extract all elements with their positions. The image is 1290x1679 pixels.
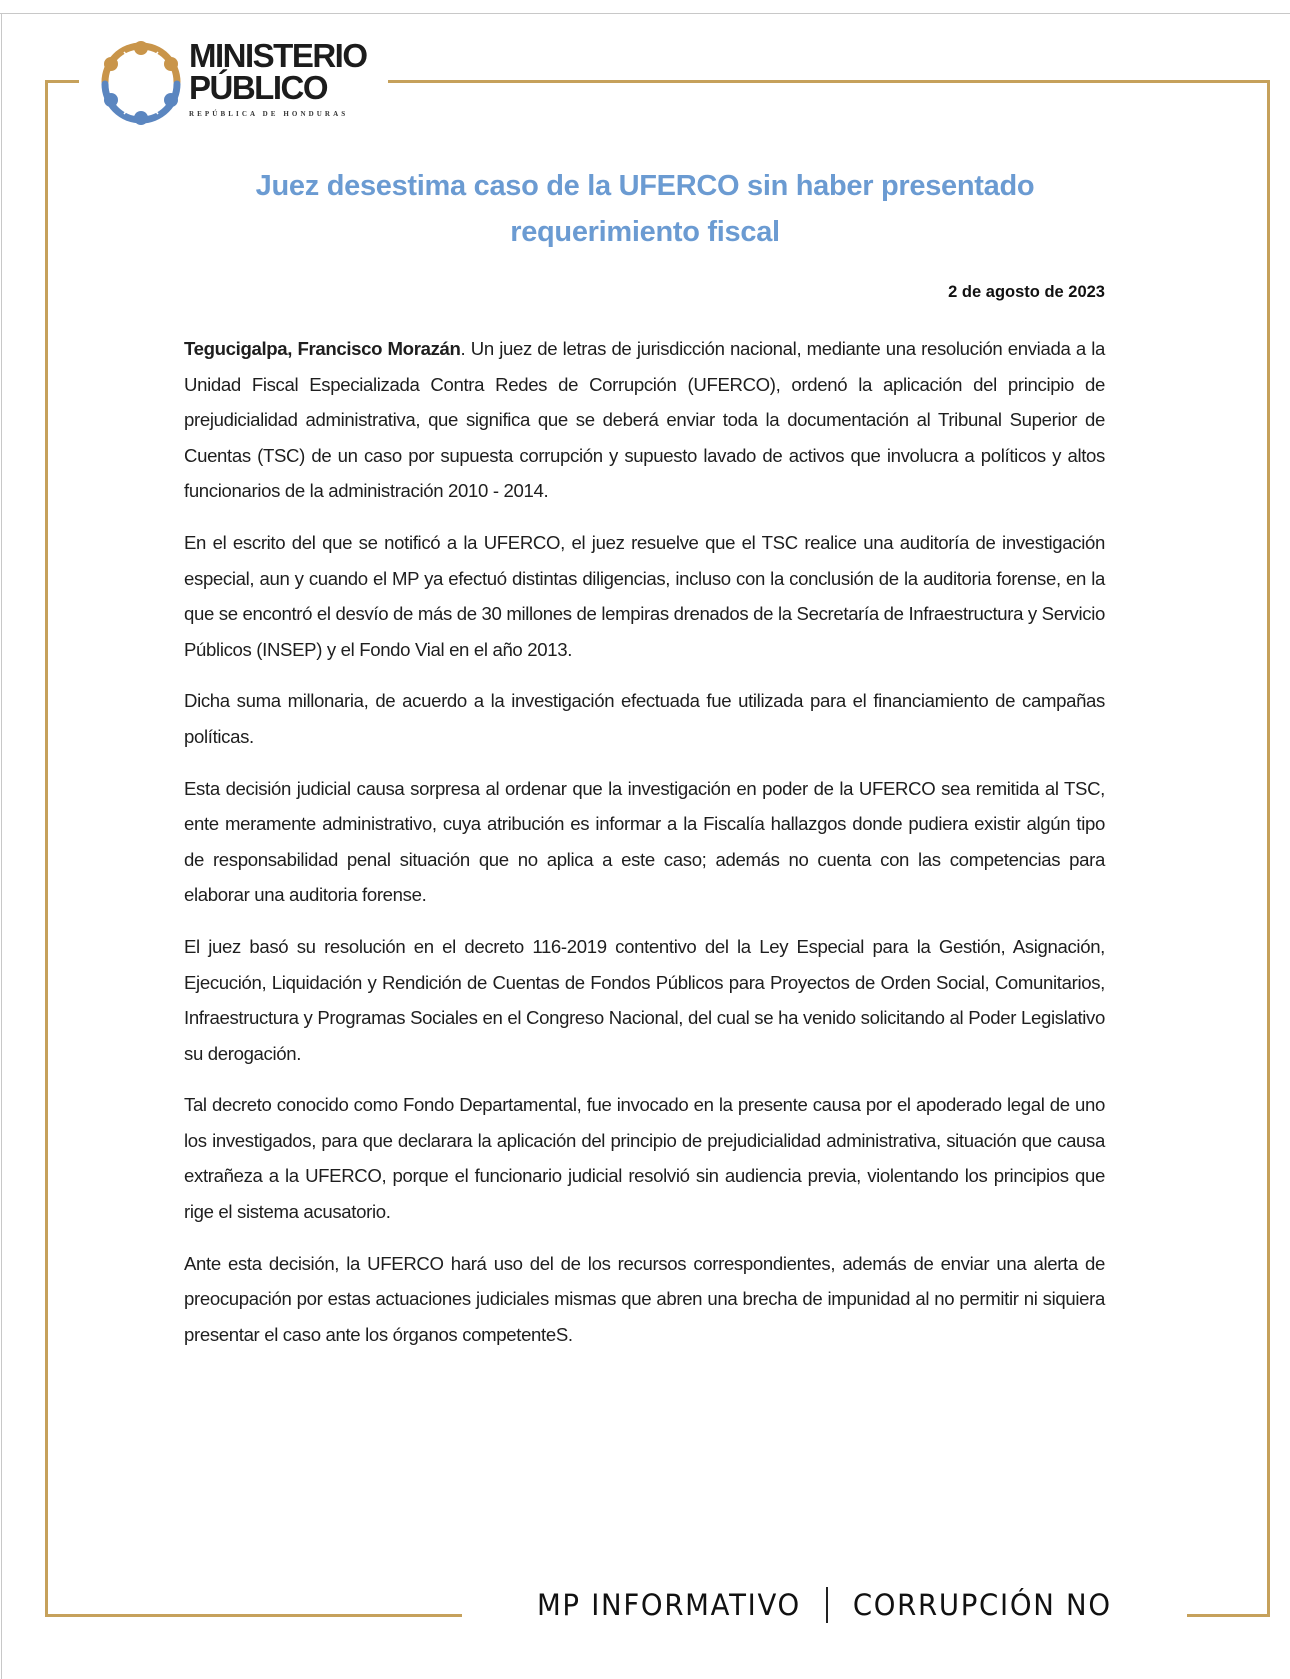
article-body [184,331,1105,1368]
frame-right-border [1267,80,1270,1617]
paragraph-1-text: . Un juez de letras de jurisdicción nacional, mediante una resolución enviada a la Unidad Fiscal Especializada Contra Redes de Corrupción (UFERCO), ordenó la aplicación del principio de prejudicialidad administrativa, que significa que se deberá enviar toda la documentación al Tribunal Superior de Cuentas (TSC) de un caso por supuesta corrupción y supuesto lavado de activos que involucra a políticos y altos funcionarios de la administración 2010 - 2014. [184,338,1105,502]
footer-mp-informativo: MP INFORMATIVO [537,1588,802,1622]
page-edge-left [1,13,2,1679]
page-edge-top [0,13,1290,14]
paragraph-4: Esta decisión judicial causa sorpresa al ordenar que la investigación en poder de la UFERCO sea remitida al TSC, ente meramente administrativo, cuya atribución es informar a la Fiscalía hallazgos donde pudiera existir algún tipo de responsabilidad penal situación que no aplica a este caso; además no cuenta con las competencias para elaborar una auditoria forense. [184,777,1105,906]
footer-tagline [462,1580,1187,1630]
lead-location: Tegucigalpa, Francisco Morazán [184,338,461,359]
paragraph-6: Tal decreto conocido como Fondo Departamental, fue invocado en la presente causa por el apoderado legal de uno los investigados, para que declarara la aplicación del principio de prejudicialidad administrativa, situación que causa extrañeza a la UFERCO, porque el funcionario judicial resolvió sin audiencia previa, violentando los principios que rige el sistema acusatorio. [184,1094,1105,1223]
brand-subtitle: REPÚBLICA DE HONDURAS [189,110,349,118]
paragraph-7: Ante esta decisión, la UFERCO hará uso del de los recursos correspondientes, además de enviar una alerta de preocupación por estas actuaciones judiciales mismas que abren una brecha de impunidad al no permitir ni siquiera presentar el caso ante los órganos competenteS. [184,1252,1105,1345]
brand-name-line2: PÚBLICO [189,69,327,106]
frame-bottom-right-segment [1187,1614,1270,1617]
frame-bottom-left-segment [45,1614,462,1617]
footer-corrupcion-no: CORRUPCIÓN NO [852,1588,1112,1622]
paragraph-2: En el escrito del que se notificó a la UFERCO, el juez resuelve que el TSC realice una auditoría de investigación especial, aun y cuando el MP ya efectuó distintas diligencias, incluso con la conclusión de la auditoria forense, en la que se encontró el desvío de más de 30 millones de lempiras drenados de la Secretaría de Infraestructura y Servicio Públicos (INSEP) y el Fondo Vial en el año 2013. [184,531,1105,660]
paragraph-5: El juez basó su resolución en el decreto 116-2019 contentivo del la Ley Especial para la Gestión, Asignación, Ejecución, Liquidación y Rendición de Cuentas de Fondos Públicos para Proyectos de Orden Social, Comunitarios, Infraestructura y Programas Sociales en el Congreso Nacional, del cual se ha venido solicitando al Poder Legislativo su derogación. [184,935,1105,1064]
article-title: Juez desestima caso de la UFERCO sin haber presentado requerimiento fiscal [255,170,1035,248]
frame-top-left-segment [45,80,79,83]
brand-wordmark [189,37,367,118]
footer-divider [826,1587,828,1623]
article-date: 2 de agosto de 2023 [948,283,1105,301]
paragraph-1 [184,331,1105,509]
frame-left-border [45,80,48,1617]
brand-name-line1: MINISTERIO [189,37,367,74]
frame-top-right-segment [388,80,1270,83]
people-circle-logo-icon [96,38,186,128]
paragraph-3: Dicha suma millonaria, de acuerdo a la investigación efectuada fue utilizada para el financiamiento de campañas políticas. [184,690,1105,747]
